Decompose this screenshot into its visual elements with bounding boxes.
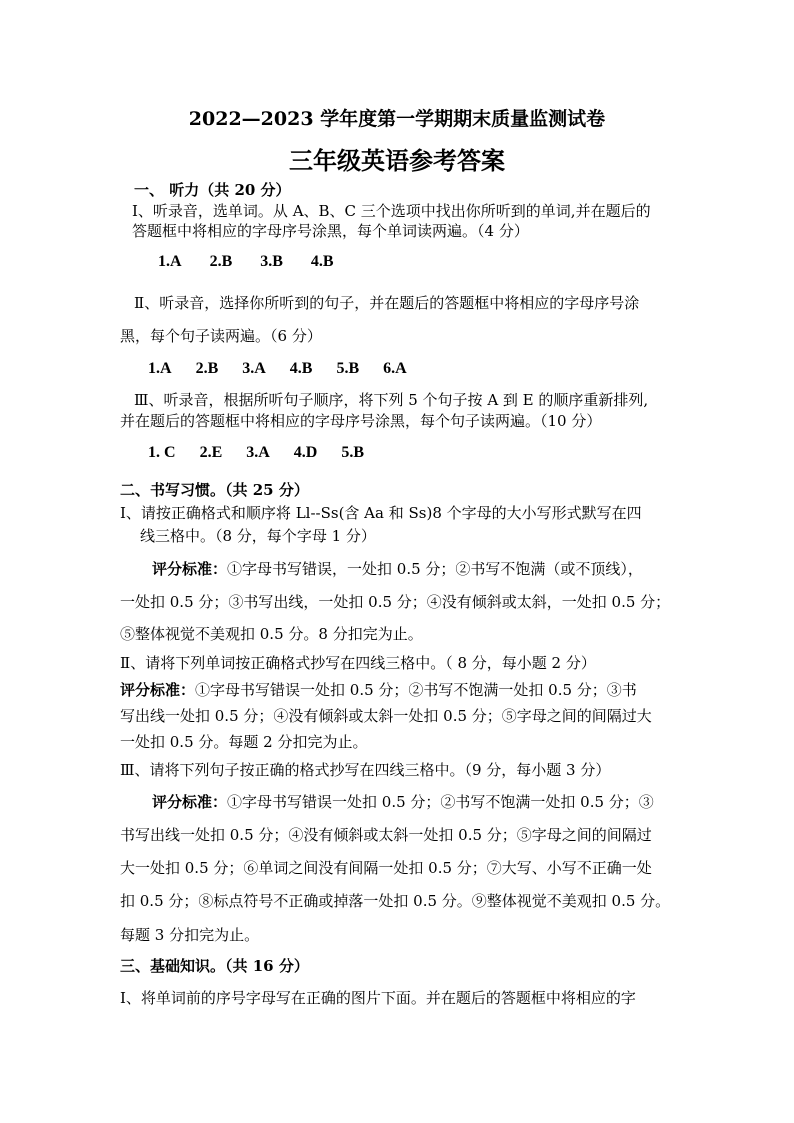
answer-item: 3.A [242, 360, 266, 377]
answer-item: 3.A [246, 444, 270, 461]
s2-part2-criteria1 [120, 680, 637, 700]
answer-item: 2.E [199, 444, 223, 461]
answer-item: 1. C [148, 444, 176, 461]
s2-part2-line1: Ⅱ、请将下列单词按正确格式抄写在四线三格中。（ 8 分，每小题 2 分） [120, 654, 596, 672]
criteria-label: 评分标准： [152, 793, 228, 811]
s1-part1-line2: 答题框中将相应的字母序号涂黑，每个单词读两遍。（4 分） [132, 222, 529, 240]
s2-part2-criteria2: 写出线一处扣 0.5 分；④没有倾斜或太斜一处扣 0.5 分；⑤字母之间的间隔过大 [120, 707, 652, 725]
answer-item: 6.A [383, 360, 407, 377]
section3-heading: 三、基础知识。（共 16 分） [120, 957, 309, 975]
s2-part2-criteria3: 一处扣 0.5 分。每题 2 分扣完为止。 [120, 733, 368, 751]
s1-part3-line2: 并在题后的答题框中将相应的字母序号涂黑，每个句子读两遍。（10 分） [120, 412, 602, 430]
criteria-text: ①字母书写错误一处扣 0.5 分；②书写不饱满一处扣 0.5 分；③书 [195, 681, 637, 699]
s1-part2-line1: Ⅱ、听录音，选择你所听到的句子，并在题后的答题框中将相应的字母序号涂 [134, 294, 640, 312]
answer-item: 4.B [310, 253, 334, 270]
criteria-label: 评分标准： [120, 681, 196, 699]
s1-part2-answers [148, 359, 431, 379]
s2-part1-line1: I、请按正确格式和顺序将 Ll--Ss(含 Aa 和 Ss)8 个字母的大小写形式默写在四 [120, 504, 642, 522]
s2-part1-line2: 线三格中。（8 分，每个字母 1 分） [140, 527, 376, 545]
answer-item: 5.B [341, 444, 365, 461]
criteria-label: 评分标准： [152, 560, 228, 578]
answer-item: 1.A [148, 360, 172, 377]
s2-part1-criteria1 [152, 559, 643, 579]
answer-item: 4.B [289, 360, 313, 377]
s1-part1-line1: I、听录音，选单词。从 A、B、C 三个选项中找出你所听到的单词,并在题后的 [132, 202, 651, 220]
document-title: 2022—2023 学年度第一学期期末质量监测试卷 [188, 108, 606, 130]
answer-item: 4.D [293, 444, 318, 461]
s2-part3-line1: Ⅲ、请将下列句子按正确的格式抄写在四线三格中。（9 分，每小题 3 分） [120, 761, 611, 779]
answer-item: 2.B [195, 360, 219, 377]
answer-item: 3.B [260, 253, 283, 270]
s1-part3-line1: Ⅲ、听录音，根据所听句子顺序，将下列 5 个句子按 A 到 E 的顺序重新排列, [134, 391, 649, 409]
s2-part1-criteria2: 一处扣 0.5 分；③书写出线，一处扣 0.5 分；④没有倾斜或太斜，一处扣 0.5 分； [120, 593, 671, 611]
criteria-text: ①字母书写错误，一处扣 0.5 分；②书写不饱满（或不顶线）， [227, 560, 643, 578]
document-subtitle: 三年级英语参考答案 [289, 146, 505, 175]
section2-heading: 二、书写习惯。（共 25 分） [120, 481, 309, 499]
s2-part3-criteria4: 扣 0.5 分；⑧标点符号不正确或掉落一处扣 0.5 分。⑨整体视觉不美观扣 0.5 分。 [120, 892, 671, 910]
s1-part2-line2: 黑，每个句子读两遍。（6 分） [120, 327, 322, 345]
answer-item: 5.B [336, 360, 360, 377]
section1-heading: 一、 听力（共 20 分） [134, 181, 291, 199]
s2-part3-criteria2: 书写出线一处扣 0.5 分；④没有倾斜或太斜一处扣 0.5 分；⑤字母之间的间隔过 [120, 826, 652, 844]
s2-part1-criteria3: ⑤整体视觉不美观扣 0.5 分。8 分扣完为止。 [120, 625, 423, 643]
s2-part3-criteria3: 大一处扣 0.5 分；⑥单词之间没有间隔一处扣 0.5 分；⑦大写、小写不正确一处 [120, 859, 652, 877]
s2-part3-criteria1 [152, 792, 654, 812]
s1-part1-answers [158, 252, 362, 272]
s2-part3-criteria5: 每题 3 分扣完为止。 [120, 926, 260, 944]
s3-part1-line1: I、将单词前的序号字母写在正确的图片下面。并在题后的答题框中将相应的字 [120, 989, 636, 1007]
answer-item: 2.B [209, 253, 233, 270]
answer-item: 1.A [158, 253, 182, 270]
criteria-text: ①字母书写错误一处扣 0.5 分；②书写不饱满一处扣 0.5 分；③ [227, 793, 654, 811]
s1-part3-answers [148, 443, 388, 463]
